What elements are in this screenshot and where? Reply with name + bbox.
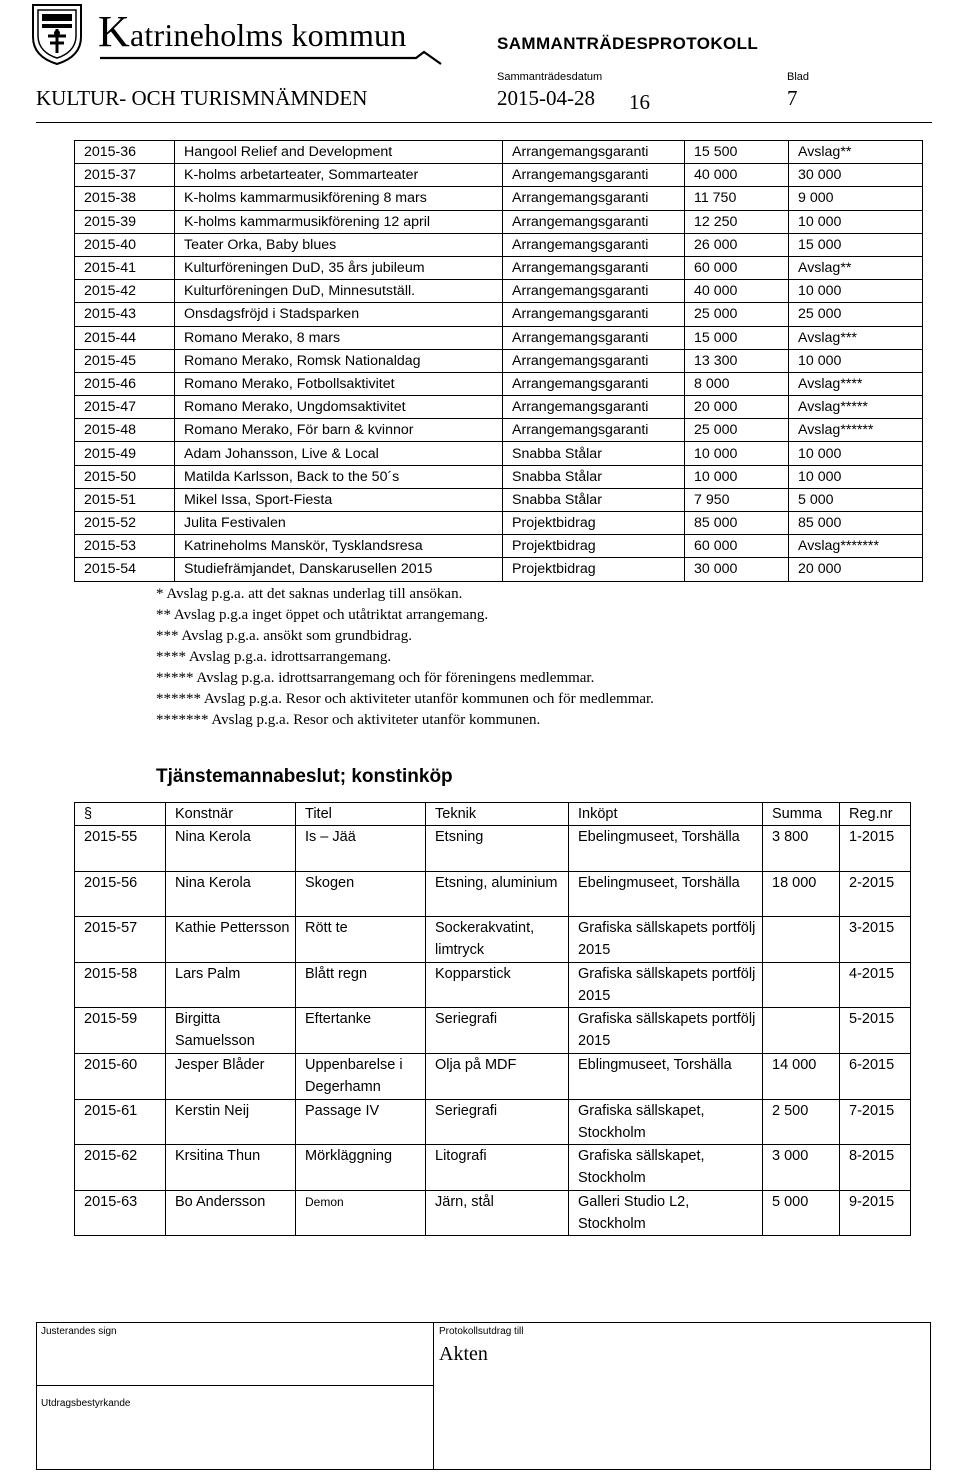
applicant-cell: Teater Orka, Baby blues [175, 233, 503, 256]
footnote: ***** Avslag p.g.a. idrottsarrangemang och för föreningens medlemmar. [156, 670, 595, 686]
artist-cell: Kathie Pettersson [166, 917, 296, 963]
table-row [75, 465, 923, 488]
paragraph-cell: 2015-59 [75, 1008, 166, 1054]
applied-amount-cell: 40 000 [685, 280, 789, 303]
table-row [75, 442, 923, 465]
grant-type-cell: Arrangemangsgaranti [503, 210, 685, 233]
reg-nr-cell: 5-2015 [840, 1008, 911, 1054]
applicant-cell: Romano Merako, Fotbollsaktivitet [175, 372, 503, 395]
applicant-cell: Studiefrämjandet, Danskarusellen 2015 [175, 558, 503, 581]
page-number: 7 [787, 86, 798, 110]
sum-cell: 14 000 [763, 1053, 840, 1099]
grant-id-cell: 2015-46 [75, 372, 175, 395]
decision-cell: 10 000 [789, 349, 923, 372]
municipality-initial: K [98, 7, 130, 56]
header-sum: Summa [763, 803, 840, 826]
sum-cell [763, 917, 840, 963]
purchased-cell: Eblingmuseet, Torshälla [569, 1053, 763, 1099]
technique-cell: Litografi [426, 1145, 569, 1191]
applied-amount-cell: 60 000 [685, 535, 789, 558]
footnote: ******* Avslag p.g.a. Resor och aktiviteter utanför kommunen. [156, 712, 541, 728]
reg-nr-cell: 2-2015 [840, 871, 911, 917]
applied-amount-cell: 25 000 [685, 303, 789, 326]
table-row [75, 1008, 911, 1054]
grant-type-cell: Projektbidrag [503, 535, 685, 558]
header-reg: Reg.nr [840, 803, 911, 826]
decision-cell: 25 000 [789, 303, 923, 326]
artist-cell: Lars Palm [166, 962, 296, 1008]
footnote: ** Avslag p.g.a inget öppet och utåtriktat arrangemang. [156, 607, 489, 623]
reg-nr-cell: 9-2015 [840, 1190, 911, 1236]
utdragsbestyrkande-label: Utdragsbestyrkande [41, 1398, 131, 1409]
header-title: Titel [296, 803, 426, 826]
sum-cell: 2 500 [763, 1099, 840, 1145]
grant-type-cell: Arrangemangsgaranti [503, 187, 685, 210]
applied-amount-cell: 10 000 [685, 442, 789, 465]
decision-cell: 9 000 [789, 187, 923, 210]
header-artist: Konstnär [166, 803, 296, 826]
footnote: * Avslag p.g.a. att det saknas underlag till ansökan. [156, 586, 463, 602]
applicant-cell: Kulturföreningen DuD, Minnesutställ. [175, 280, 503, 303]
decision-cell: Avslag******* [789, 535, 923, 558]
applicant-cell: Hangool Relief and Development [175, 141, 503, 164]
grant-id-cell: 2015-47 [75, 396, 175, 419]
table-row [75, 871, 911, 917]
reg-nr-cell: 8-2015 [840, 1145, 911, 1191]
meeting-date: 2015-04-28 [497, 86, 595, 110]
title-cell: Skogen [296, 871, 426, 917]
header-divider [36, 122, 932, 123]
applied-amount-cell: 20 000 [685, 396, 789, 419]
decision-cell: Avslag** [789, 256, 923, 279]
grant-id-cell: 2015-38 [75, 187, 175, 210]
grant-type-cell: Arrangemangsgaranti [503, 326, 685, 349]
applicant-cell: Adam Johansson, Live & Local [175, 442, 503, 465]
artist-cell: Nina Kerola [166, 871, 296, 917]
applied-amount-cell: 40 000 [685, 164, 789, 187]
applied-amount-cell: 7 950 [685, 488, 789, 511]
table-row [75, 512, 923, 535]
signature-divider [433, 1322, 434, 1469]
table-row [75, 1053, 911, 1099]
grant-type-cell: Arrangemangsgaranti [503, 256, 685, 279]
sum-cell [763, 962, 840, 1008]
title-cell: Mörkläggning [296, 1145, 426, 1191]
artist-cell: Birgitta Samuelsson [166, 1008, 296, 1054]
header-purchased: Inköpt [569, 803, 763, 826]
decision-cell: 10 000 [789, 210, 923, 233]
artist-cell: Jesper Blåder [166, 1053, 296, 1099]
protokollsutdrag-value: Akten [439, 1343, 488, 1365]
table-row [75, 303, 923, 326]
title-cell: Rött te [296, 917, 426, 963]
decision-cell: Avslag** [789, 141, 923, 164]
purchased-cell: Grafiska sällskapets portfölj 2015 [569, 1008, 763, 1054]
table-row [75, 256, 923, 279]
applied-amount-cell: 10 000 [685, 465, 789, 488]
paragraph-cell: 2015-61 [75, 1099, 166, 1145]
grant-id-cell: 2015-48 [75, 419, 175, 442]
applicant-cell: Romano Merako, För barn & kvinnor [175, 419, 503, 442]
technique-cell: Etsning [426, 826, 569, 872]
header-technique: Teknik [426, 803, 569, 826]
applicant-cell: Katrineholms Manskör, Tysklandsresa [175, 535, 503, 558]
grant-id-cell: 2015-50 [75, 465, 175, 488]
decision-cell: 10 000 [789, 442, 923, 465]
grant-type-cell: Arrangemangsgaranti [503, 164, 685, 187]
grant-type-cell: Arrangemangsgaranti [503, 419, 685, 442]
purchased-cell: Galleri Studio L2, Stockholm [569, 1190, 763, 1236]
applied-amount-cell: 15 000 [685, 326, 789, 349]
paragraph-cell: 2015-63 [75, 1190, 166, 1236]
applicant-cell: Onsdagsfröjd i Stadsparken [175, 303, 503, 326]
grant-id-cell: 2015-44 [75, 326, 175, 349]
decision-cell: 10 000 [789, 465, 923, 488]
table-row [75, 1145, 911, 1191]
sum-cell: 3 800 [763, 826, 840, 872]
purchased-cell: Ebelingmuseet, Torshälla [569, 871, 763, 917]
grant-id-cell: 2015-42 [75, 280, 175, 303]
table-row [75, 535, 923, 558]
reg-nr-cell: 4-2015 [840, 962, 911, 1008]
artist-cell: Bo Andersson [166, 1190, 296, 1236]
grant-id-cell: 2015-40 [75, 233, 175, 256]
applied-amount-cell: 85 000 [685, 512, 789, 535]
grant-id-cell: 2015-51 [75, 488, 175, 511]
reg-nr-cell: 6-2015 [840, 1053, 911, 1099]
table-row [75, 280, 923, 303]
technique-cell: Järn, stål [426, 1190, 569, 1236]
applicant-cell: Romano Merako, Ungdomsaktivitet [175, 396, 503, 419]
technique-cell: Etsning, aluminium [426, 871, 569, 917]
paragraph-number: 16 [629, 90, 650, 114]
reg-nr-cell: 7-2015 [840, 1099, 911, 1145]
protokollsutdrag-label: Protokollsutdrag till [439, 1326, 524, 1337]
applicant-cell: Mikel Issa, Sport-Fiesta [175, 488, 503, 511]
purchased-cell: Ebelingmuseet, Torshälla [569, 826, 763, 872]
municipality-name [98, 7, 407, 56]
table-header-row [75, 803, 911, 826]
artist-cell: Krsitina Thun [166, 1145, 296, 1191]
technique-cell: Seriegrafi [426, 1099, 569, 1145]
decision-cell: 30 000 [789, 164, 923, 187]
grant-type-cell: Projektbidrag [503, 558, 685, 581]
applicant-cell: Matilda Karlsson, Back to the 50´s [175, 465, 503, 488]
grant-type-cell: Arrangemangsgaranti [503, 372, 685, 395]
header-swoosh-line [98, 50, 443, 66]
grant-id-cell: 2015-49 [75, 442, 175, 465]
table-row [75, 141, 923, 164]
table-row [75, 419, 923, 442]
decision-cell: 5 000 [789, 488, 923, 511]
technique-cell: Sockerakvatint, limtryck [426, 917, 569, 963]
title-cell: Uppenbarelse i Degerhamn [296, 1053, 426, 1099]
sum-cell: 3 000 [763, 1145, 840, 1191]
paragraph-cell: 2015-58 [75, 962, 166, 1008]
grants-table [74, 140, 923, 582]
paragraph-cell: 2015-60 [75, 1053, 166, 1099]
grant-type-cell: Arrangemangsgaranti [503, 303, 685, 326]
grant-id-cell: 2015-52 [75, 512, 175, 535]
section-heading: Tjänstemannabeslut; konstinköp [156, 766, 453, 787]
technique-cell: Olja på MDF [426, 1053, 569, 1099]
title-cell: Blått regn [296, 962, 426, 1008]
art-purchases-table [74, 802, 911, 1236]
applied-amount-cell: 15 500 [685, 141, 789, 164]
decision-cell: 85 000 [789, 512, 923, 535]
grant-type-cell: Projektbidrag [503, 512, 685, 535]
applicant-cell: Julita Festivalen [175, 512, 503, 535]
applied-amount-cell: 12 250 [685, 210, 789, 233]
applicant-cell: K-holms kammarmusikförening 12 april [175, 210, 503, 233]
decision-footnotes [156, 584, 654, 731]
decision-cell: Avslag****** [789, 419, 923, 442]
table-row [75, 164, 923, 187]
reg-nr-cell: 1-2015 [840, 826, 911, 872]
coat-of-arms-icon [30, 3, 84, 65]
decision-cell: 15 000 [789, 233, 923, 256]
sum-cell: 18 000 [763, 871, 840, 917]
table-row [75, 917, 911, 963]
applied-amount-cell: 60 000 [685, 256, 789, 279]
grant-id-cell: 2015-41 [75, 256, 175, 279]
applied-amount-cell: 25 000 [685, 419, 789, 442]
table-row [75, 826, 911, 872]
footnote: **** Avslag p.g.a. idrottsarrangemang. [156, 649, 392, 665]
applied-amount-cell: 13 300 [685, 349, 789, 372]
decision-cell: Avslag**** [789, 372, 923, 395]
decision-cell: 10 000 [789, 280, 923, 303]
applicant-cell: K-holms kammarmusikförening 8 mars [175, 187, 503, 210]
applied-amount-cell: 8 000 [685, 372, 789, 395]
grant-id-cell: 2015-45 [75, 349, 175, 372]
applicant-cell: Romano Merako, Romsk Nationaldag [175, 349, 503, 372]
paragraph-cell: 2015-62 [75, 1145, 166, 1191]
table-row [75, 488, 923, 511]
purchased-cell: Grafiska sällskapet, Stockholm [569, 1145, 763, 1191]
table-row [75, 233, 923, 256]
sum-cell [763, 1008, 840, 1054]
title-cell: Is – Jää [296, 826, 426, 872]
title-cell: Eftertanke [296, 1008, 426, 1054]
grant-type-cell: Arrangemangsgaranti [503, 396, 685, 419]
grant-type-cell: Arrangemangsgaranti [503, 141, 685, 164]
table-row [75, 187, 923, 210]
grant-id-cell: 2015-54 [75, 558, 175, 581]
grant-type-cell: Snabba Stålar [503, 442, 685, 465]
grant-id-cell: 2015-37 [75, 164, 175, 187]
technique-cell: Seriegrafi [426, 1008, 569, 1054]
grant-id-cell: 2015-53 [75, 535, 175, 558]
artist-cell: Kerstin Neij [166, 1099, 296, 1145]
grant-type-cell: Arrangemangsgaranti [503, 349, 685, 372]
grant-id-cell: 2015-43 [75, 303, 175, 326]
paragraph-cell: 2015-57 [75, 917, 166, 963]
header-paragraph: § [75, 803, 166, 826]
grant-type-cell: Snabba Stålar [503, 465, 685, 488]
paragraph-cell: 2015-56 [75, 871, 166, 917]
paragraph-cell: 2015-55 [75, 826, 166, 872]
table-row [75, 558, 923, 581]
decision-cell: Avslag***** [789, 396, 923, 419]
justerandes-sign-label: Justerandes sign [41, 1326, 117, 1337]
technique-cell: Kopparstick [426, 962, 569, 1008]
applied-amount-cell: 26 000 [685, 233, 789, 256]
grant-type-cell: Arrangemangsgaranti [503, 280, 685, 303]
committee-name: KULTUR- OCH TURISMNÄMNDEN [36, 86, 368, 110]
title-cell: Demon [296, 1190, 426, 1236]
decision-cell: Avslag*** [789, 326, 923, 349]
signature-divider [36, 1385, 434, 1386]
grant-id-cell: 2015-36 [75, 141, 175, 164]
table-row [75, 1190, 911, 1236]
table-row [75, 326, 923, 349]
artist-cell: Nina Kerola [166, 826, 296, 872]
grant-id-cell: 2015-39 [75, 210, 175, 233]
page-label: Blad [787, 71, 810, 83]
purchased-cell: Grafiska sällskapet, Stockholm [569, 1099, 763, 1145]
table-row [75, 210, 923, 233]
table-row [75, 962, 911, 1008]
applicant-cell: Kulturföreningen DuD, 35 års jubileum [175, 256, 503, 279]
footnote: *** Avslag p.g.a. ansökt som grundbidrag. [156, 628, 412, 644]
applicant-cell: K-holms arbetarteater, Sommarteater [175, 164, 503, 187]
purchased-cell: Grafiska sällskapets portfölj 2015 [569, 962, 763, 1008]
applied-amount-cell: 30 000 [685, 558, 789, 581]
reg-nr-cell: 3-2015 [840, 917, 911, 963]
title-cell: Passage IV [296, 1099, 426, 1145]
footnote: ****** Avslag p.g.a. Resor och aktiviteter utanför kommunen och för medlemmar. [156, 691, 654, 707]
grant-type-cell: Snabba Stålar [503, 488, 685, 511]
table-row [75, 372, 923, 395]
table-row [75, 396, 923, 419]
sum-cell: 5 000 [763, 1190, 840, 1236]
municipality-name-rest: atrineholms kommun [129, 17, 407, 53]
grant-type-cell: Arrangemangsgaranti [503, 233, 685, 256]
meeting-date-label: Sammanträdesdatum [497, 71, 603, 83]
applicant-cell: Romano Merako, 8 mars [175, 326, 503, 349]
decision-cell: 20 000 [789, 558, 923, 581]
purchased-cell: Grafiska sällskapets portfölj 2015 [569, 917, 763, 963]
table-row [75, 349, 923, 372]
applied-amount-cell: 11 750 [685, 187, 789, 210]
table-row [75, 1099, 911, 1145]
document-title: SAMMANTRÄDESPROTOKOLL [497, 34, 759, 53]
